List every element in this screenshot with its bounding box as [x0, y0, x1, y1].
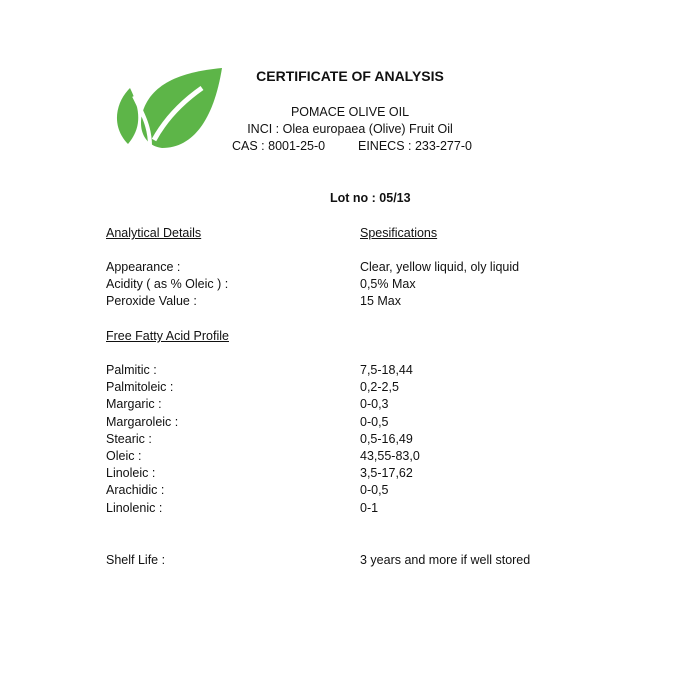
ffa-value: 7,5-18,44: [360, 363, 413, 377]
ffa-label: Palmitic :: [106, 363, 157, 377]
ffa-value: 0-0,5: [360, 483, 389, 498]
analytical-details-heading: Analytical Details: [106, 226, 202, 240]
ffa-value: 43,55-83,0: [360, 449, 420, 463]
analytical-label: Acidity ( as % Oleic ) :: [106, 277, 229, 292]
analytical-value: 0,5% Max: [360, 277, 416, 292]
ffa-value: 0,5-16,49: [360, 431, 413, 446]
analytical-value: Clear, yellow liquid, oly liquid: [360, 260, 520, 274]
ffa-label: Margaroleic :: [106, 414, 179, 429]
ffa-value: 0-0,5: [360, 414, 389, 429]
ffa-value: 0,2-2,5: [360, 380, 399, 395]
lot-number: Lot no : 05/13: [330, 191, 411, 205]
ffa-label: Arachidic :: [106, 483, 165, 498]
einecs-number: EINECS : 233-277-0: [358, 139, 472, 153]
ffa-value: 0-1: [360, 500, 379, 515]
specifications-heading: Spesifications: [360, 226, 438, 240]
analytical-label: Peroxide Value :: [106, 294, 197, 309]
ffa-label: Linolenic :: [106, 500, 163, 515]
ffa-label: Stearic :: [106, 431, 152, 446]
cas-number: CAS : 8001-25-0: [232, 139, 326, 153]
shelf-life-label: Shelf Life :: [106, 553, 166, 567]
ffa-label: Margaric :: [106, 397, 162, 412]
ffa-label: Oleic :: [106, 449, 142, 463]
ffa-value: 0-0,3: [360, 397, 389, 412]
document-title: CERTIFICATE OF ANALYSIS: [256, 68, 444, 84]
ffa-heading: Free Fatty Acid Profile: [106, 329, 229, 343]
ffa-label: Linoleic :: [106, 466, 156, 481]
analytical-label: Appearance :: [106, 260, 181, 274]
ffa-value: 3,5-17,62: [360, 466, 413, 481]
product-name: POMACE OLIVE OIL: [290, 105, 410, 119]
shelf-life-value: 3 years and more if well stored: [360, 553, 531, 567]
analytical-value: 15 Max: [360, 294, 401, 309]
ffa-label: Palmitoleic :: [106, 380, 174, 395]
inci-name: INCI : Olea europaea (Olive) Fruit Oil: [247, 122, 453, 136]
